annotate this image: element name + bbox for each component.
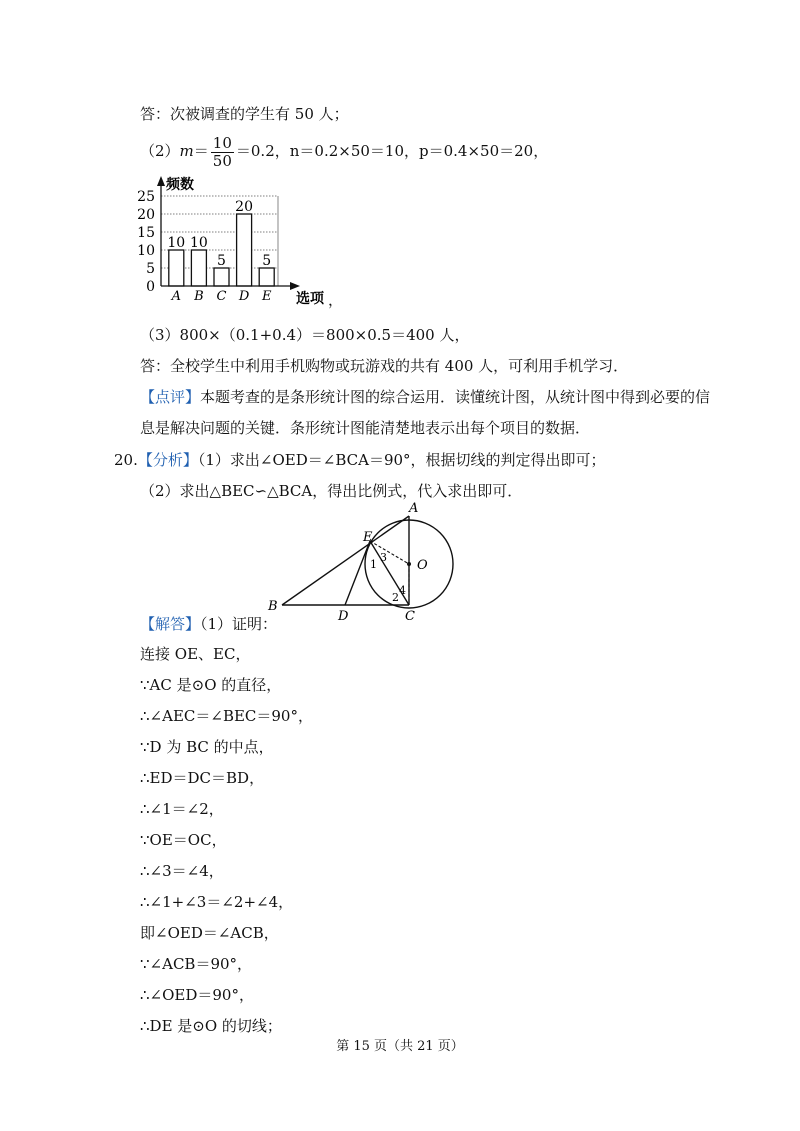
question-number: 20. <box>114 451 138 469</box>
x-axis-arrow <box>290 282 300 290</box>
x-axis-label: 选项 <box>296 291 324 307</box>
data-label: 5 <box>262 253 272 269</box>
comment-line-1 <box>140 387 710 407</box>
line2-prefix: （2） <box>140 142 180 160</box>
proof-line-7: ∵OE＝OC， <box>140 831 227 849</box>
bar <box>169 250 184 286</box>
proof-line-9: ∴∠1+∠3＝∠2+∠4， <box>140 893 294 911</box>
geometry-diagram <box>262 500 472 625</box>
x-tick-label: E <box>261 289 272 304</box>
y-axis-label: 频数 <box>166 177 194 193</box>
bar <box>237 214 252 286</box>
proof-line-12: ∴∠OED＝90°， <box>140 986 254 1004</box>
x-tick-label: A <box>171 289 181 304</box>
analysis-line-2: （2）求出△BEC∽△BCA，得出比例式，代入求出即可． <box>140 482 523 500</box>
answer-line-3: （3）800×（0.1+0.4）＝800×0.5＝400 人， <box>140 326 470 344</box>
y-tick-label: 5 <box>146 261 155 277</box>
comment-text: 本题考查的是条形统计图的综合运用．读懂统计图，从统计图中得到必要的信 <box>200 388 711 406</box>
x-tick-label: D <box>238 289 250 304</box>
label-c: C <box>405 609 415 624</box>
solution-text: （1）证明： <box>200 615 278 633</box>
bar <box>214 268 229 286</box>
proof-line-13: ∴DE 是⊙O 的切线； <box>140 1017 282 1035</box>
fraction-numerator: 10 <box>212 133 232 152</box>
y-tick-label: 15 <box>137 225 155 241</box>
angle-label-2: 2 <box>392 591 399 604</box>
y-axis-arrow <box>157 176 165 186</box>
y-tick-label: 25 <box>137 189 155 205</box>
angle-label-1: 1 <box>370 558 377 571</box>
line2-rest: ＝0.2，n＝0.2×50＝10，p＝0.4×50＝20， <box>235 142 549 160</box>
comment-line-2: 息是解决问题的关键．条形统计图能清楚地表示出每个项目的数据． <box>140 419 591 437</box>
proof-line-4: ∵D 为 BC 的中点， <box>140 738 274 756</box>
label-o: O <box>417 558 428 573</box>
label-d: D <box>338 609 349 624</box>
y-tick-label: 10 <box>137 243 155 259</box>
page-footer: 第 15 页（共 21 页） <box>336 1039 464 1054</box>
analysis-tag: 【分析】 <box>137 451 198 469</box>
data-label: 5 <box>217 253 226 269</box>
x-tick-label: B <box>194 289 204 304</box>
data-label: 10 <box>167 235 186 251</box>
answer-line-2 <box>140 134 548 170</box>
var-m: m <box>179 142 194 160</box>
bar-chart <box>136 172 341 307</box>
comment-tag: 【点评】 <box>140 388 201 406</box>
y-tick-label: 0 <box>146 279 155 295</box>
label-e: E <box>363 530 373 545</box>
angle-label-4: 4 <box>399 584 406 597</box>
proof-line-2: ∵AC 是⊙O 的直径， <box>140 676 282 694</box>
proof-line-11: ∵∠ACB＝90°， <box>140 955 253 973</box>
answer-line-1: 答：次被调查的学生有 50 人； <box>140 105 349 123</box>
center-dot <box>407 562 411 566</box>
eq-sign: ＝ <box>193 142 209 160</box>
proof-line-5: ∴ED＝DC＝BD， <box>140 769 265 787</box>
proof-line-3: ∴∠AEC＝∠BEC＝90°， <box>140 707 313 725</box>
bar <box>191 250 206 286</box>
proof-line-10: 即∠OED＝∠ACB， <box>140 924 279 942</box>
label-a: A <box>409 501 419 516</box>
x-tick-label: C <box>216 289 227 304</box>
fraction <box>211 135 234 170</box>
y-tick-label: 20 <box>137 207 155 223</box>
bar <box>259 268 274 286</box>
proof-line-1: 连接 OE、EC， <box>140 645 251 663</box>
proof-line-6: ∴∠1＝∠2， <box>140 800 224 818</box>
angle-label-3: 3 <box>380 551 387 564</box>
question-20-analysis <box>114 450 606 470</box>
data-label: 20 <box>235 199 254 215</box>
chart-suffix: ， <box>328 291 344 309</box>
solution-tag: 【解答】 <box>140 615 201 633</box>
fraction-denominator: 50 <box>212 151 232 170</box>
label-b: B <box>268 599 278 614</box>
segment-ba <box>282 516 409 605</box>
solution-heading <box>140 614 277 634</box>
proof-line-8: ∴∠3＝∠4， <box>140 862 224 880</box>
data-label: 10 <box>189 235 208 251</box>
answer-line-4: 答：全校学生中利用手机购物或玩游戏的共有 400 人，可利用手机学习． <box>140 357 629 375</box>
analysis-text: （1）求出∠OED＝∠BCA＝90°，根据切线的判定得出即可； <box>197 451 606 469</box>
